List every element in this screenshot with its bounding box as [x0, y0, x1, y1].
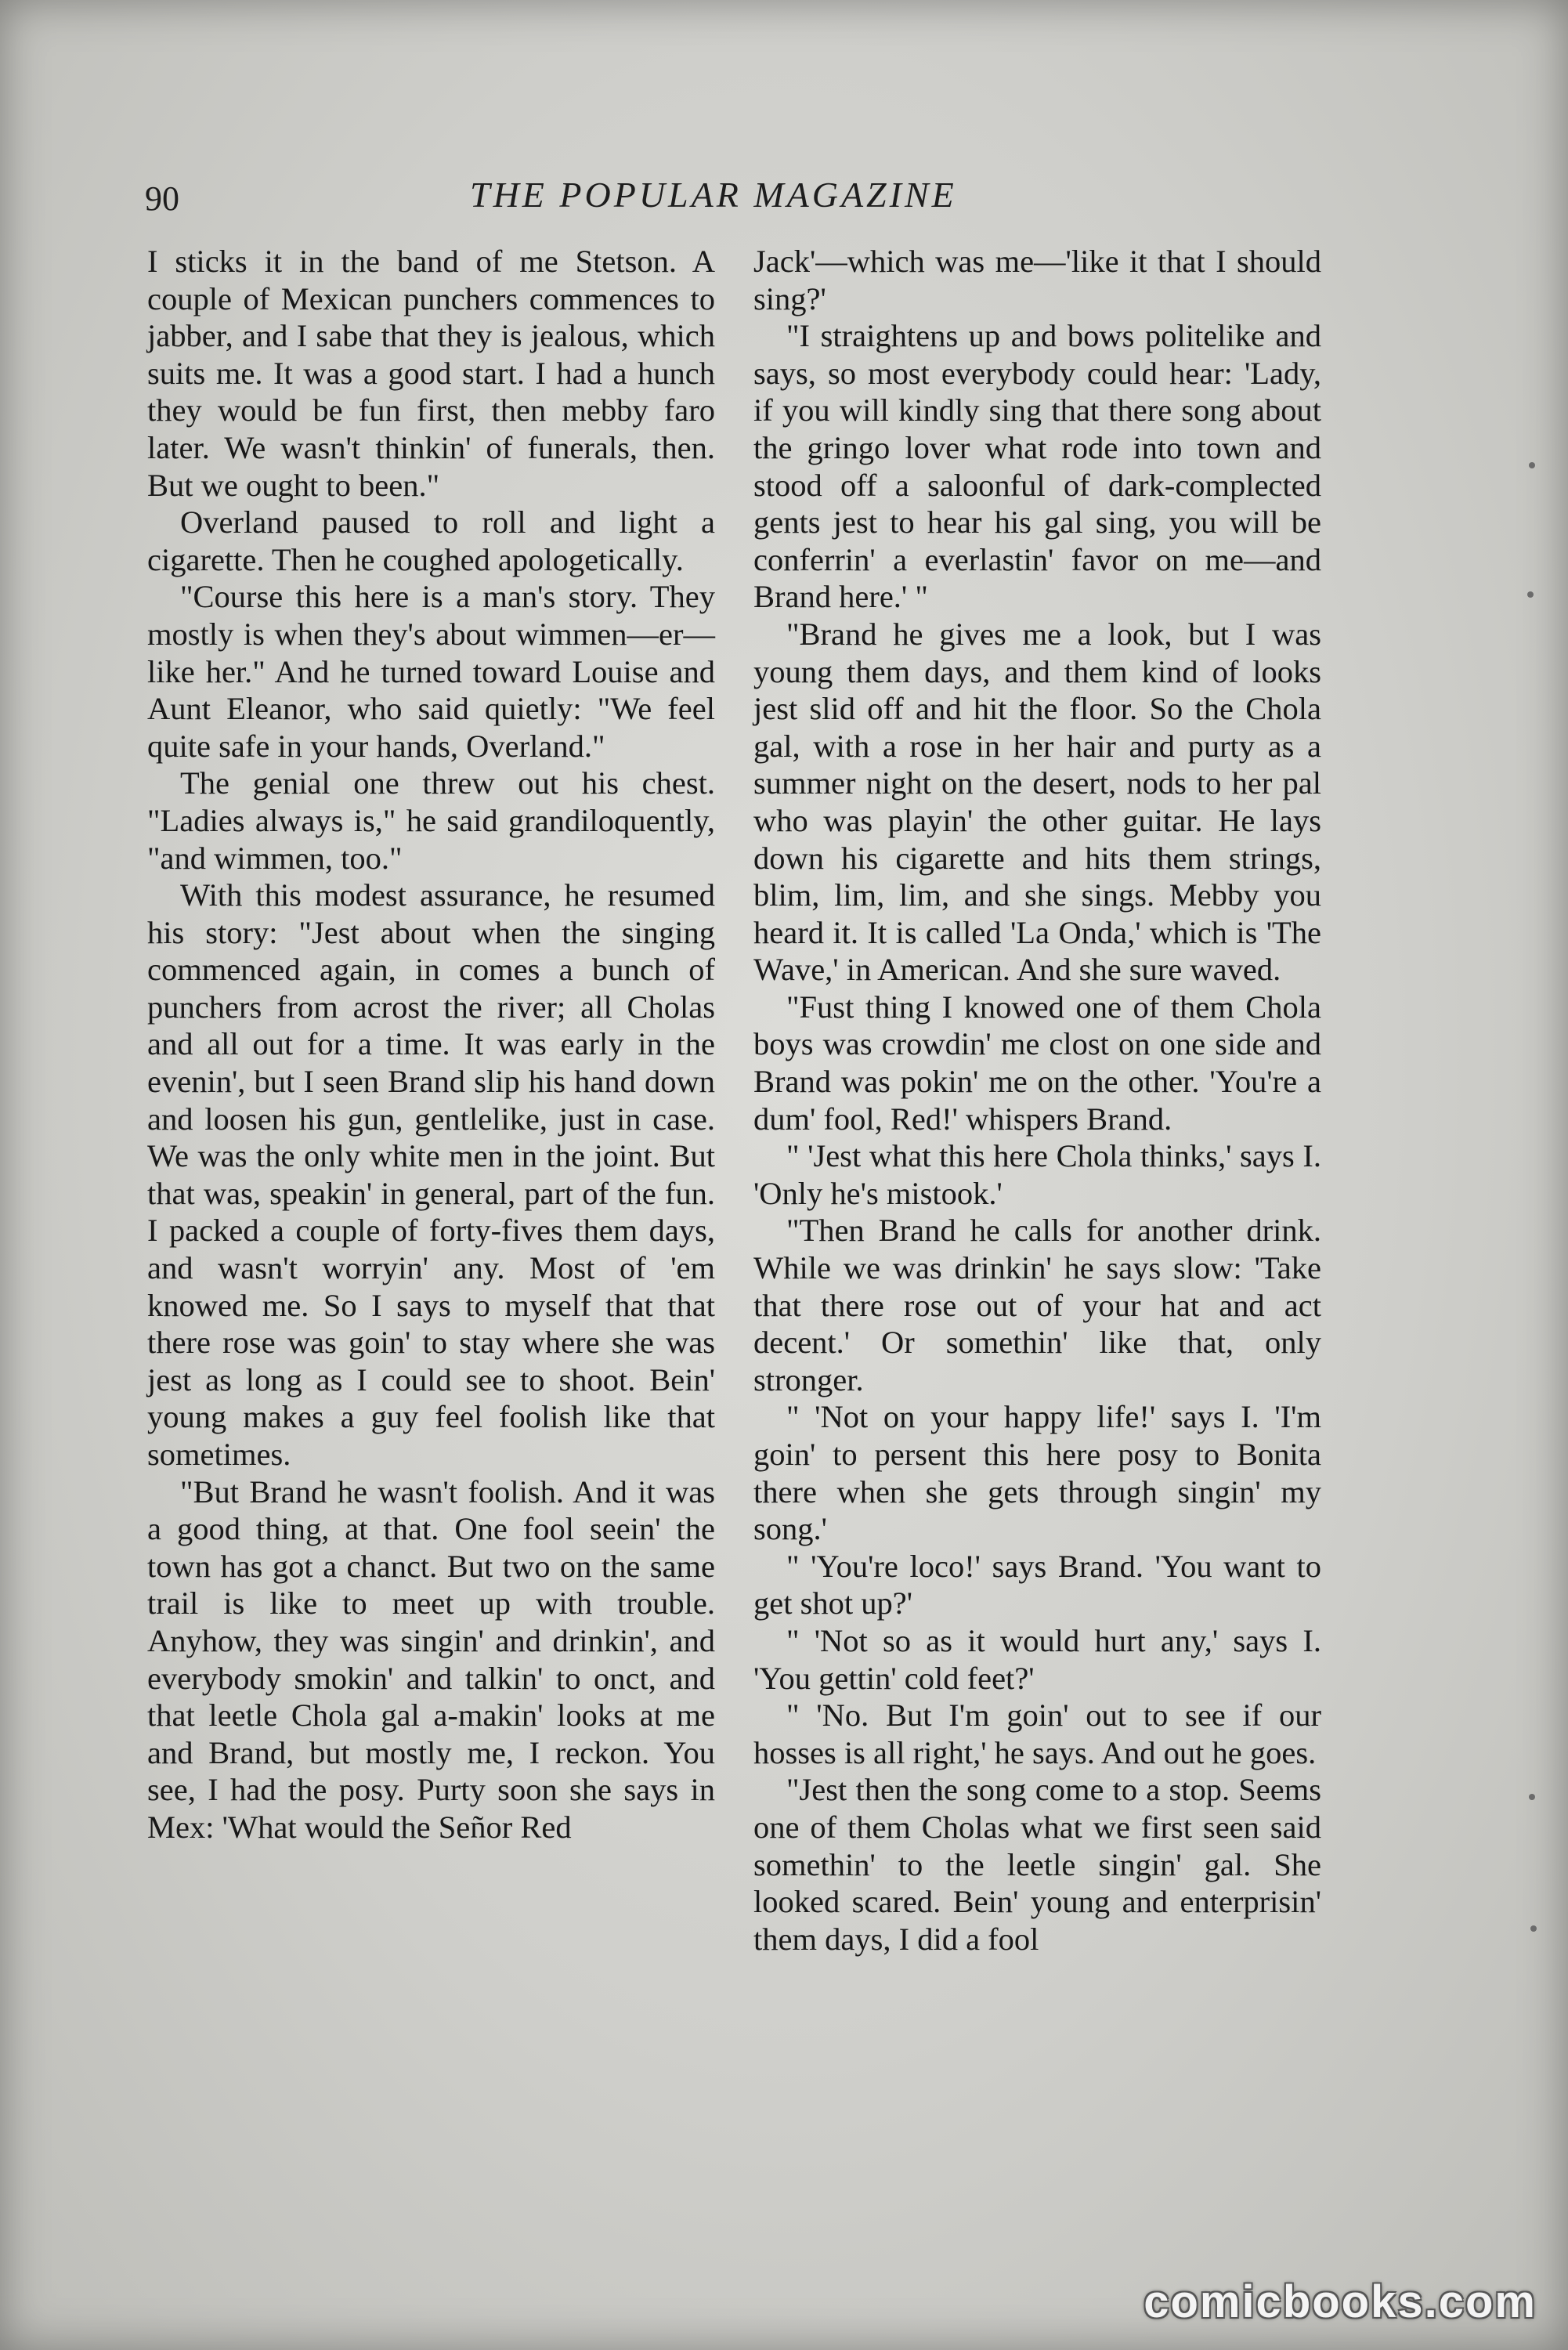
watermark: comicbooks.com — [1143, 2276, 1537, 2327]
left-column — [147, 243, 715, 1846]
paragraph: " 'Jest what this here Chola thinks,' says I. 'Only he's mistook.' — [753, 1138, 1321, 1211]
paragraph: "I straightens up and bows politelike and says, so most everybody could hear: 'Lady, if you will kindly sing that there song about the gringo lover what rode into town and stood off a saloonful of dark-complected gents jest to hear his gal sing, you will be conferrin' a everlastin' favor on me—and Brand here.' " — [753, 318, 1321, 615]
paragraph: Overland paused to roll and light a cigarette. Then he coughed apologetically. — [147, 504, 715, 577]
paragraph: " 'You're loco!' says Brand. 'You want to get shot up?' — [753, 1548, 1321, 1622]
paragraph: " 'Not on your happy life!' says I. 'I'm goin' to persent this here posy to Bonita there when she gets through singin' my song.' — [753, 1399, 1321, 1547]
paragraph: With this modest assurance, he resumed his story: "Jest about when the singing commenced again, in comes a bunch of punchers from acrost the river; all Cholas and all out for a time. It was early in the evenin', but I seen Brand slip his hand down and loosen his gun, gentlelike, just in case. We was the only white men in the joint. But that was, speakin' in general, part of the fun. I packed a couple of forty-fives them days, and wasn't worryin' any. Most of 'em knowed me. So I says to myself that that there rose was goin' to stay where she was jest as long as I could see to shoot. Bein' young makes a guy feel foolish like that sometimes. — [147, 877, 715, 1472]
paper-speck — [1530, 1925, 1537, 1932]
paragraph: "Course this here is a man's story. They mostly is when they's about wimmen—er—like her." And he turned toward Louise and Aunt Eleanor, who said quietly: "We feel quite safe in your hands, Overland." — [147, 579, 715, 764]
paragraph: " 'Not so as it would hurt any,' says I. 'You gettin' cold feet?' — [753, 1622, 1321, 1696]
paper-speck — [1527, 591, 1534, 598]
paragraph: Jack'—which was me—'like it that I should sing?' — [753, 244, 1321, 316]
paragraph: " 'No. But I'm goin' out to see if our hosses is all right,' he says. And out he goes. — [753, 1697, 1321, 1770]
paragraph: "But Brand he wasn't foolish. And it was a good thing, at that. One fool seein' the town has got a chanct. But two on the same trail is like to meet up with trouble. Anyhow, they was singin' and drinkin', and everybody smokin' and talkin' to onct, and that leetle Chola gal a-makin' looks at me and Brand, but mostly me, I reckon. You see, I had the posy. Purty soon she says in Mex: 'What would the Señor Red — [147, 1473, 715, 1845]
paragraph: "Then Brand he calls for another drink. While we was drinkin' he says slow: 'Take that there rose out of your hat and act decent.' Or somethin' like that, only stronger. — [753, 1213, 1321, 1397]
page-number: 90 — [145, 179, 179, 218]
running-title: THE POPULAR MAGAZINE — [470, 175, 957, 215]
paper-speck — [1529, 462, 1535, 468]
paper-speck — [1529, 1794, 1535, 1800]
paragraph: "Jest then the song come to a stop. Seems one of them Cholas what we first seen said somethin' to the leetle singin' gal. She looked scared. Bein' young and enterprisin' them days, I did a fool — [753, 1772, 1321, 1957]
paragraph: "Brand he gives me a look, but I was young them days, and them kind of looks jest slid off and hit the floor. So the Chola gal, with a rose in her hair and purty as a summer night on the desert, nods to her pal who was playin' the other guitar. He lays down his cigarette and hits them strings, blim, lim, lim, and she sings. Mebby you heard it. It is called 'La Onda,' which is 'The Wave,' in American. And she sure waved. — [753, 616, 1321, 988]
paragraph: I sticks it in the band of me Stetson. A couple of Mexican punchers commences to jabber, and I sabe that they is jealous, which suits me. It was a good start. I had a hunch they would be fun first, then mebby faro later. We wasn't thinkin' of funerals, then. But we ought to been." — [147, 244, 715, 503]
paragraph: The genial one threw out his chest. "Ladies always is," he said grandiloquently, "and wimmen, too." — [147, 765, 715, 876]
right-column — [753, 243, 1321, 1958]
paragraph: "Fust thing I knowed one of them Chola boys was crowdin' me clost on one side and Brand was pokin' me on the other. 'You're a dum' fool, Red!' whispers Brand. — [753, 989, 1321, 1137]
